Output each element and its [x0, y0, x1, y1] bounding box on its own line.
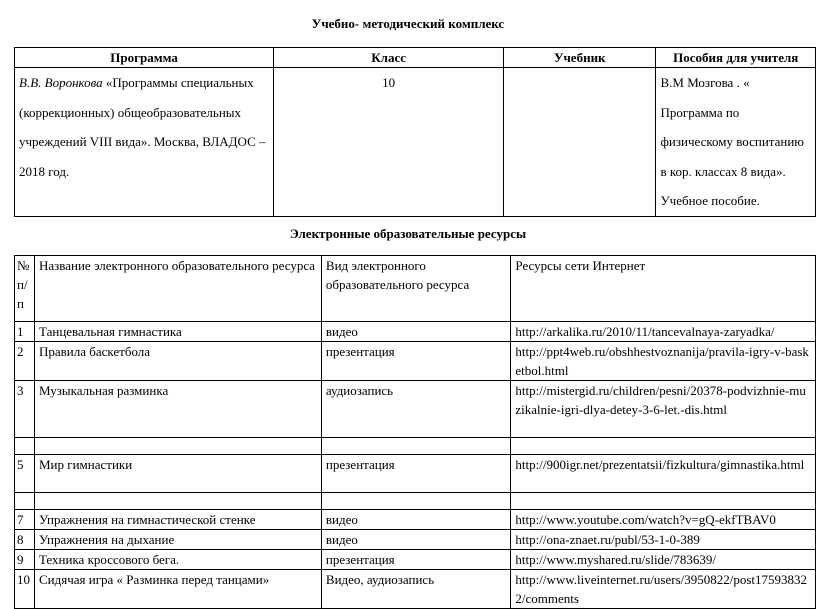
- row-url[interactable]: http://ona-znaet.ru/publ/53-1-0-389: [511, 530, 816, 550]
- row-url: [511, 438, 816, 455]
- header-program: Программа: [15, 48, 274, 68]
- row-num: 8: [15, 530, 35, 550]
- table-row: [15, 322, 816, 342]
- row-num: 2: [15, 342, 35, 381]
- row-url[interactable]: http://arkalika.ru/2010/11/tancevalnaya-zaryadka/: [511, 322, 816, 342]
- row-num: 5: [15, 455, 35, 493]
- table-row: [15, 550, 816, 570]
- row-type: Видео, аудиозапись: [321, 570, 511, 609]
- umk-row: [15, 68, 816, 217]
- row-type: [321, 438, 511, 455]
- row-type: видео: [321, 530, 511, 550]
- heading-eor: Электронные образовательные ресурсы: [289, 226, 527, 241]
- row-type: аудиозапись: [321, 381, 511, 438]
- row-num: 10: [15, 570, 35, 609]
- program-author: В.В. Воронкова: [19, 75, 103, 90]
- row-name: [34, 493, 321, 510]
- row-num: 1: [15, 322, 35, 342]
- resources-header-row: [15, 256, 816, 322]
- row-url[interactable]: http://900igr.net/prezentatsii/fizkultura/gimnastika.html: [511, 455, 816, 493]
- row-num: [15, 493, 35, 510]
- row-name: Сидячая игра « Разминка перед танцами»: [34, 570, 321, 609]
- table-row: [15, 510, 816, 530]
- teacher-aids-cell: В.М Мозгова . « Программа по физическому воспитанию в кор. классах 8 вида». Учебное пособие.: [656, 68, 816, 217]
- umk-table: [14, 47, 816, 217]
- row-type: презентация: [321, 455, 511, 493]
- row-url[interactable]: http://www.liveinternet.ru/users/3950822/post175938322/comments: [511, 570, 816, 609]
- row-url[interactable]: http://www.myshared.ru/slide/783639/: [511, 550, 816, 570]
- row-type: видео: [321, 510, 511, 530]
- umk-header-row: [15, 48, 816, 68]
- table-row: [15, 381, 816, 438]
- row-num: [15, 438, 35, 455]
- row-type: [321, 493, 511, 510]
- row-url[interactable]: http://www.youtube.com/watch?v=gQ-ekfTBAV0: [511, 510, 816, 530]
- row-type: видео: [321, 322, 511, 342]
- heading-umk: Учебно- методический комплекс: [311, 16, 505, 31]
- table-row: [15, 455, 816, 493]
- textbook-cell: [504, 68, 656, 217]
- row-url[interactable]: http://mistergid.ru/children/pesni/20378-podvizhnie-muzikalnie-igri-dlya-detey-3-6-let.-dis.html: [511, 381, 816, 438]
- table-row: [15, 438, 816, 455]
- header-url: Ресурсы сети Интернет: [511, 256, 816, 322]
- table-row: [15, 342, 816, 381]
- resources-table: [14, 255, 816, 609]
- row-type: презентация: [321, 342, 511, 381]
- header-num: № п/п: [15, 256, 35, 322]
- row-type: презентация: [321, 550, 511, 570]
- table-row: [15, 570, 816, 609]
- row-name: Упражнения на дыхание: [34, 530, 321, 550]
- row-name: Танцевальная гимнастика: [34, 322, 321, 342]
- row-num: 7: [15, 510, 35, 530]
- row-num: 3: [15, 381, 35, 438]
- header-teacher-aids: Пособия для учителя: [656, 48, 816, 68]
- row-name: Музыкальная разминка: [34, 381, 321, 438]
- row-num: 9: [15, 550, 35, 570]
- program-text: «Программы специальных (коррекционных) общеобразовательных учреждений VIII вида». Москва, ВЛАДОС – 2018 год.: [19, 75, 266, 179]
- row-name: Упражнения на гимнастической стенке: [34, 510, 321, 530]
- header-textbook: Учебник: [504, 48, 656, 68]
- row-name: Техника кроссового бега.: [34, 550, 321, 570]
- row-name: Мир гимнастики: [34, 455, 321, 493]
- row-url: [511, 493, 816, 510]
- header-class: Класс: [274, 48, 504, 68]
- program-cell: [15, 68, 274, 217]
- class-cell: 10: [274, 68, 504, 217]
- row-url[interactable]: http://ppt4web.ru/obshhestvoznanija/pravila-igry-v-basketbol.html: [511, 342, 816, 381]
- table-row: [15, 530, 816, 550]
- header-type: Вид электронного образовательного ресурса: [321, 256, 511, 322]
- row-name: [34, 438, 321, 455]
- header-name: Название электронного образовательного ресурса: [34, 256, 321, 322]
- row-name: Правила баскетбола: [34, 342, 321, 381]
- table-row: [15, 493, 816, 510]
